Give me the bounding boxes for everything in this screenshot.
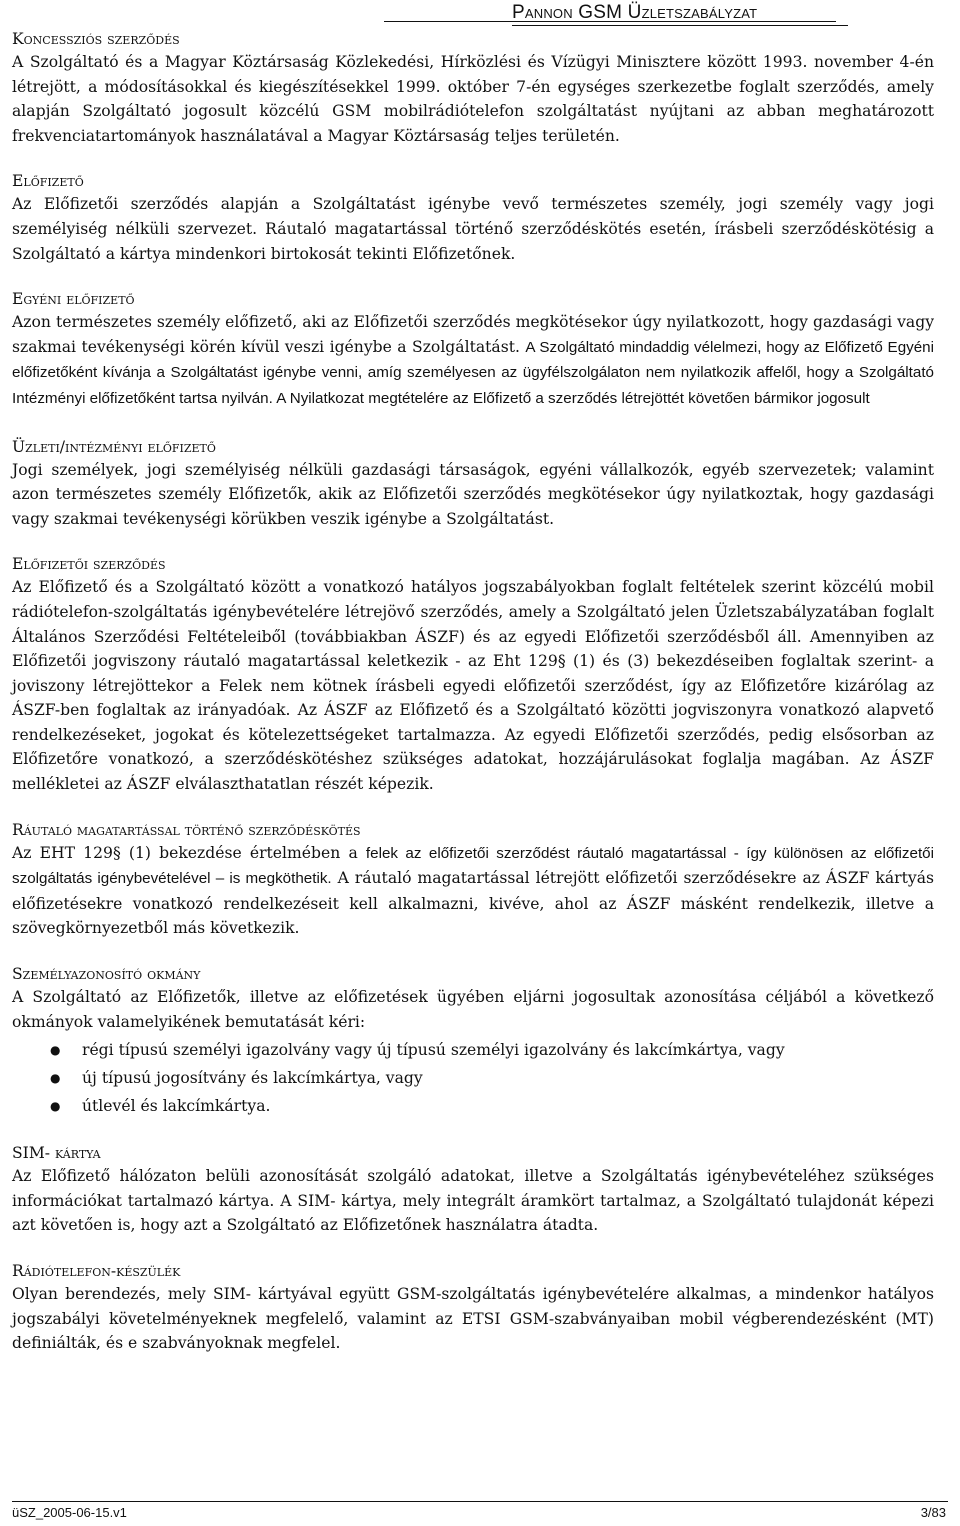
section-body: Az Előfizetői szerződés alapján a Szolgáltatást igénybe vevő természetes személy, jogi személy vagy jogi személyiség nélküli szervezet. Ráutaló magatartással történő szerződéskötés esetén, írásbeli szerződéskötésig a Szolgáltató a kártya mindenkori birtokosát tekinti Előfizetőnek. xyxy=(12,195,934,263)
section-rautalo-szerzodeskotes xyxy=(12,819,934,941)
section-body: A Szolgáltató az Előfizetők, illetve az előfizetések ügyében eljárni jogosultak azonosítása céljából a következő okmányok valamelyikének bemutatását kéri: xyxy=(12,988,934,1031)
section-body: A Szolgáltató és a Magyar Köztársaság Közlekedési, Hírközlési és Vízügyi Minisztere között 1993. november 4-én létrejött, a módosításokkal és kiegészítésekkel 1999. október 7-én egységes szerkezetbe foglalt szerződés, amely alapján Szolgáltató jogosult közcélú GSM mobilrádiótelefon szolgáltatást nyújtani az abban meghatározott frekvenciatartományok használatával a Magyar Köztársaság teljes területén. xyxy=(12,53,934,145)
list-item: ● régi típusú személyi igazolvány vagy új típusú személyi igazolvány és lakcímkártya, vagy xyxy=(82,1036,934,1064)
section-title: Előfizető xyxy=(12,172,84,191)
footer-page-number: 3/83 xyxy=(920,1505,946,1520)
section-sim-kartya xyxy=(12,1142,934,1238)
footer-document-id: üSZ_2005-06-15.v1 xyxy=(12,1505,127,1520)
section-body-text-b: A ráutaló magatartással létrejött előfizetői szerződésekre az ÁSZF kártyás előfizetésekre vonatkozó rendelkezéseit kell alkalmazni, kivéve, ahol az ÁSZF másként rendelkezik, illetve a szövegkörnyezetből más következik. xyxy=(12,869,934,938)
section-radiotelefon-keszulek xyxy=(12,1260,934,1356)
section-body-sans-text: felek az előfizetői szerződést ráutaló magatartással - így különösen az előfizetői szolgáltatás igénybevételével – is megköthetik. xyxy=(12,844,934,888)
section-title: Koncessziós szerződés xyxy=(12,30,180,48)
section-koncesszios-szerzodes xyxy=(12,28,934,148)
section-body-sans-text: A Szolgáltató mindaddig vélelmezi, hogy az Előfizető Egyéni előfizetőként kívánja a Szolgáltatást igénybe venni, amíg személyesen az ügyfélszolgálaton nem nyilatkozik affelől, hogy a Szolgáltató Intézményi előfizetőként tartsa nyilván. A Nyilatkozat megtételére az Előfizető a szerződés létrejöttét követően bármikor jogosult xyxy=(12,338,934,407)
section-body xyxy=(12,310,934,411)
list-item: ● útlevél és lakcímkártya. xyxy=(82,1092,934,1120)
document-list xyxy=(12,1036,934,1120)
section-title: Személyazonosító okmány xyxy=(12,965,201,984)
section-elofizeto xyxy=(12,170,934,266)
section-szemelyazonosito-okmany xyxy=(12,963,934,1120)
section-body xyxy=(12,841,934,941)
document-body xyxy=(12,28,934,1356)
section-body-text-a: Az EHT 129§ (1) bekezdése értelmében a xyxy=(12,843,366,862)
section-body-text: Azon természetes személy előfizető, aki az Előfizetői szerződés megkötésekor úgy nyilatkozott, hogy gazdasági vagy szakmai tevékenységi körén kívül veszi igénybe a Szolgáltatást. xyxy=(12,313,934,356)
section-title: Rádiótelefon-készülék xyxy=(12,1262,181,1280)
section-body: Jogi személyek, jogi személyiség nélküli gazdasági társaságok, egyéni vállalkozók, egyéb szervezetek; valamint azon természetes személy Előfizetők, akik az Előfizetői szerződés megkötésekor úgy nyilatkoztak, hogy gazdasági vagy szakmai tevékenységi körükben veszik igénybe a Szolgáltatást. xyxy=(12,460,934,528)
section-title: Üzleti/intézményi előfizető xyxy=(12,437,216,456)
section-elofizetoi-szerzodes xyxy=(12,553,934,796)
page-header-title: Pannon GSM Üzletszabályzat xyxy=(512,2,848,26)
section-title: Ráutaló magatartással történő szerződéskötés xyxy=(12,820,361,839)
section-title: SIM- kártya xyxy=(12,1144,101,1163)
section-egyeni-elofizeto xyxy=(12,288,934,411)
section-uzleti-intezmenyi-elofizeto xyxy=(12,436,934,532)
section-body: Olyan berendezés, mely SIM- kártyával együtt GSM-szolgáltatás igénybevételére alkalmas, a mindenkor hatályos jogszabályi követelményeknek megfelelő, valamint az ETSI GSM-szabványaiban mobil végberendezésként (MT) definiálták, és e szabványoknak megfelel. xyxy=(12,1285,934,1353)
footer-rule xyxy=(12,1501,948,1502)
section-body: Az Előfizető és a Szolgáltató között a vonatkozó hatályos jogszabályokban foglalt feltételek szerint közcélú mobil rádiótelefon-szolgáltatás igénybevételére létrejövő szerződés, amely a Szolgáltató jelen Üzletszabályzatában foglalt Általános Szerződési Feltételeiből (továbbiakban ÁSZF) és az egyedi Előfizetői szerződésből áll. Amennyiben az Előfizetői jogviszony ráutaló magatartással keletkezik - az Eht 129§ (1) és (3) bekezdéseiben foglaltak szerint- a joviszony létrejöttekor a Felek nem kötnek írásbeli egyedi előfizetői szerződést, így az Előfizetőre kizárólag az ÁSZF-ben foglaltak az irányadóak. Az ÁSZF az Előfizető és a Szolgáltató közötti jogviszonyra vonatkozó alapvető rendelkezéseket, jogokat és kötelezettségeket tartalmazza. Az egyedi Előfizetői szerződés, pedig elsősorban az Előfizetőre vonatkozó, a szerződéskötéshez szükséges adatokat, hozzájárulásokat foglalja magában. Az ÁSZF mellékletei az ÁSZF elválaszthatatlan részét képezik. xyxy=(12,578,934,794)
section-title: Előfizetői szerződés xyxy=(12,555,166,574)
section-body: Az Előfizető hálózaton belüli azonosítását szolgáló adatokat, illetve a Szolgáltatás igénybevételéhez szükséges információkat tartalmazó kártya. A SIM- kártya, mely integrált áramkört tartalmaz, a Szolgáltató tulajdonát képezi azt követően is, hogy azt a Szolgáltató az Előfizetőnek használatra átadta. xyxy=(12,1167,934,1235)
section-title: Egyéni előfizető xyxy=(12,290,135,309)
list-item: ● új típusú jogosítvány és lakcímkártya, vagy xyxy=(82,1064,934,1092)
